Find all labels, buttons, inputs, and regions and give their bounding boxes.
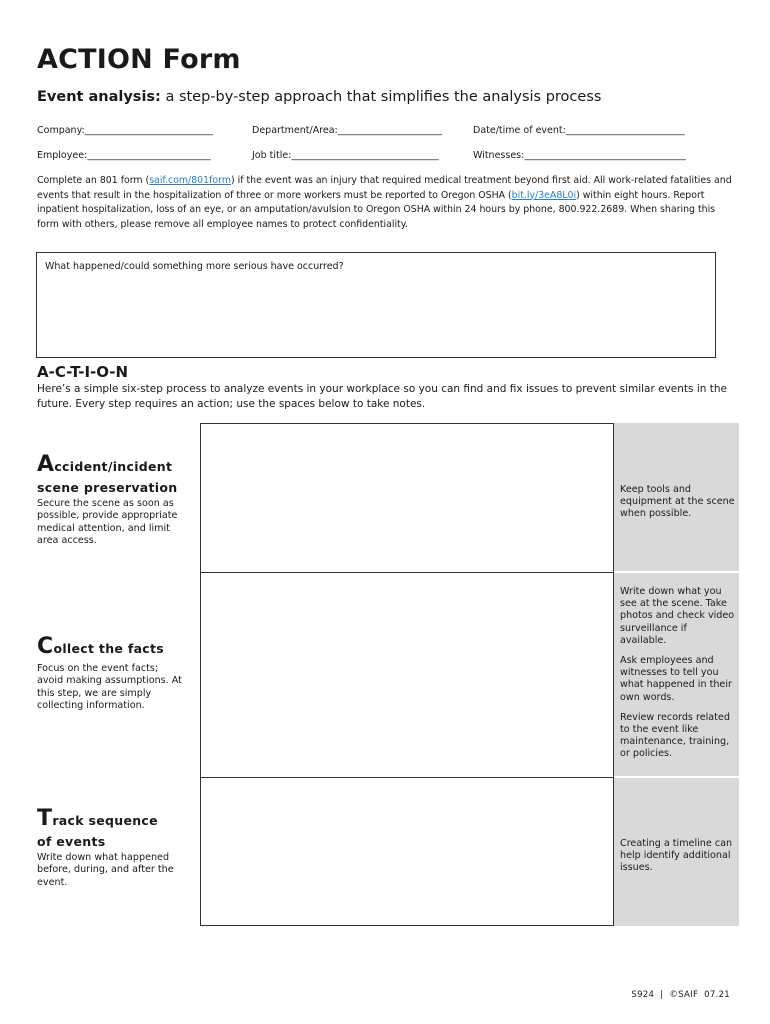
tips-column [614, 423, 739, 926]
step-t-notes-box[interactable] [200, 777, 614, 926]
step-c [37, 636, 192, 712]
what-happened-box[interactable] [36, 252, 716, 358]
step-t-letter: T [37, 806, 53, 831]
page-subtitle [37, 89, 601, 105]
step-a-letter: A [37, 452, 55, 477]
intro-text-2: ) if the event was an injury that required medical treatment beyond first aid. All work-related fatalities and events that result in the hospitalization of three or more workers must be reported to Oregon OSHA ( [37, 175, 732, 201]
step-t-title-line1: rack sequence [52, 813, 158, 828]
step-t-tips [614, 838, 739, 883]
page-title: ACTION Form [37, 44, 241, 75]
tip-text: Keep tools and equipment at the scene when possible. [620, 484, 735, 520]
step-c-letter: C [37, 634, 54, 659]
step-a [37, 454, 192, 547]
footer-code: S924 | ©SAIF 07.21 [631, 990, 730, 1000]
801form-link[interactable]: saif.com/801form [149, 175, 231, 186]
step-a-title [37, 454, 192, 498]
step-t-title-line2: of events [37, 834, 106, 849]
step-c-desc: Focus on the event facts; avoid making assumptions. At this step, we are simply collecting information. [37, 663, 182, 711]
step-a-title-line1: ccident/incident [54, 459, 173, 474]
subtitle-bold: Event analysis: [37, 89, 161, 105]
company-field[interactable]: Company:___________________________ [37, 125, 213, 136]
step-a-desc: Secure the scene as soon as possible, provide appropriate medical attention, and limit area access. [37, 498, 178, 546]
step-a-notes-box[interactable] [200, 423, 614, 573]
step-t-desc: Write down what happened before, during, and after the event. [37, 852, 174, 888]
tip-separator [614, 571, 739, 573]
step-t-title [37, 808, 192, 852]
what-happened-label: What happened/could something more serious have occurred? [45, 261, 344, 272]
date-time-field[interactable]: Date/time of event:_________________________ [473, 125, 685, 136]
step-a-tips [614, 484, 739, 529]
step-c-title-line1: ollect the facts [53, 641, 165, 656]
tip-text: Ask employees and witnesses to tell you what happened in their own words. [620, 655, 732, 703]
tip-text: Review records related to the event like maintenance, training, or policies. [620, 711, 730, 760]
tip-text: Creating a timeline can help identify additional issues. [620, 838, 733, 874]
intro-text-3: ) within eight hours. Report inpatient hospitalization, loss of an eye, or an amputation/avulsion to Oregon OSHA within 24 hours by phone, 800.922.2689. When sharing this form with others, please remove all employee names to protect confidentiality. [37, 189, 716, 230]
action-heading: A-C-T-I-O-N [37, 363, 129, 381]
job-title-field[interactable]: Job title:_______________________________ [252, 150, 439, 161]
action-description: Here’s a simple six-step process to analyze events in your workplace so you can find and fix issues to prevent similar events in the future. Every step requires an action; use the spaces below to take notes. [37, 383, 727, 410]
intro-text-1: Complete an 801 form ( [37, 175, 150, 186]
tip-text: Write down what you see at the scene. Take photos and check video surveillance if available. [620, 586, 735, 646]
step-c-notes-box[interactable] [200, 572, 614, 778]
employee-field[interactable]: Employee:__________________________ [37, 150, 211, 161]
step-c-tips [614, 586, 739, 769]
step-c-title [37, 636, 192, 659]
intro-paragraph [37, 174, 737, 232]
department-field[interactable]: Department/Area:______________________ [252, 125, 443, 136]
tip-separator [614, 776, 739, 778]
osha-link[interactable]: bit.ly/3eA8L0i [511, 189, 577, 201]
subtitle-text: a step-by-step approach that simplifies the analysis process [160, 89, 602, 105]
step-a-title-line2: scene preservation [37, 480, 178, 495]
step-t [37, 808, 192, 889]
witnesses-field[interactable]: Witnesses:__________________________________ [473, 150, 686, 161]
